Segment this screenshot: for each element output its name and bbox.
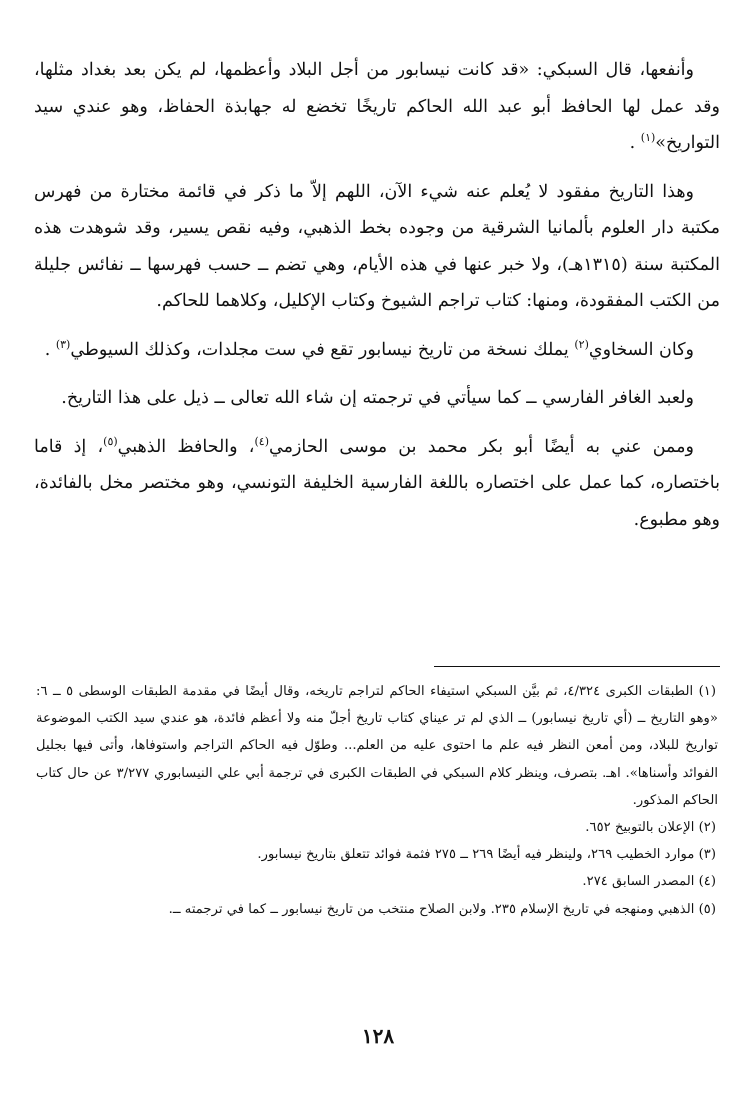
paragraph-text: يملك نسخة من تاريخ نيسابور تقع في ست مجلدات، وكذلك السيوطي <box>70 339 575 360</box>
paragraph-text: وكان السخاوي <box>588 339 694 360</box>
footnote-ref: (٣) <box>55 337 71 351</box>
paragraph-text: ، إذ قاما باختصاره، كما عمل على اختصاره باللغة الفارسية الخليفة التونسي، وهو مختصر مخل بالفائدة، وهو مطبوع. <box>34 436 720 530</box>
footnote: (٤) المصدر السابق ٢٧٤. <box>582 874 716 890</box>
paragraph-text: وأنفعها، قال السبكي: «قد كانت نيسابور من أجل البلاد وأعظمها، لم يكن بعد بغداد مثلها، وقد عمل لها الحافظ أبو عبد الله الحاكم تاريخًا تخضع له جهابذة الحفاظ، وهو عندي سيد التواريخ» <box>34 60 720 153</box>
paragraph-text: . <box>44 339 56 360</box>
page-number: ١٢٨ <box>361 1024 395 1048</box>
paragraph-text: . <box>629 133 641 153</box>
footnote: (٣) موارد الخطيب ٢٦٩، ولينظر فيه أيضًا ٢٦٩ ــ ٢٧٥ فثمة فوائد تتعلق بتاريخ نيسابور. <box>257 847 716 863</box>
body-paragraph <box>34 332 720 369</box>
paragraph-text: وممن عني به أيضًا أبو بكر محمد بن موسى الحازمي <box>268 436 694 457</box>
footnote: (٥) الذهبي ومنهجه في تاريخ الإسلام ٢٣٥. ولابن الصلاح منتخب من تاريخ نيسابور ــ كما في ترجمته ــ. <box>168 901 716 917</box>
paragraph-text: ، والحافظ الذهبي <box>117 436 255 457</box>
main-text <box>34 52 720 550</box>
footnote: (١) الطبقات الكبرى ٤/٣٢٤، ثم بيَّن السبكي استيفاء الحاكم لتراجم تاريخه، وقال أيضًا في مقدمة الطبقات الوسطى ٥ ــ ٦: «وهو التاريخ ــ (أي تاريخ نيسابور) ــ الذي لم تر عيناي كتاب تاريخ أجلّ منه ولا أعظم فائدة، هو عندي سيد الكتب الموضوعة تواريخ للبلاد، ومن أمعن النظر فيه علم ما احتوى عليه من العلم... وطوّل فيه الحاكم التراجم واستوفاها، وأتى فيها بجليل الفوائد وأسناها». اهـ. بتصرف، وينظر كلام السبكي في الطبقات الكبرى في ترجمة أبي علي النيسابوري ٣/٢٧٧ عن حال كتاب الحاكم المذكور. <box>36 684 719 808</box>
footnote-separator <box>434 666 720 667</box>
paragraph-text: وهذا التاريخ مفقود لا يُعلم عنه شيء الآن، اللهم إلاّ ما ذكر في قائمة مختارة من فهرس مكتبة دار العلوم بألمانيا الشرقية من وجوده بخط الذهبي، وفيه نقص يسير، وقد شوهدت هذه المكتبة سنة (١٣١٥هـ)، ولا خبر عنها في هذه الأيام، وهي تضم ــ حسب فهرسها ــ نفائس جليلة من الكتب المفقودة، ومنها: كتاب تراجم الشيوخ وكتاب الإكليل، وكلاهما للحاكم. <box>34 181 720 311</box>
footnote-ref: (٢) <box>574 337 589 351</box>
body-paragraph <box>34 52 720 162</box>
footnote-ref: (٤) <box>254 434 269 448</box>
body-paragraph <box>34 174 720 320</box>
footnote: (٢) الإعلان بالتوبيخ ٦٥٢. <box>585 820 716 836</box>
footnote-ref: (٥) <box>103 434 118 448</box>
footnote-ref: (١) <box>640 131 656 144</box>
footnotes <box>36 678 718 923</box>
body-paragraph <box>34 380 720 417</box>
body-paragraph <box>34 429 720 539</box>
paragraph-text: ولعبد الغافر الفارسي ــ كما سيأتي في ترجمته إن شاء الله تعالى ــ ذيل على هذا التاريخ. <box>61 388 694 408</box>
